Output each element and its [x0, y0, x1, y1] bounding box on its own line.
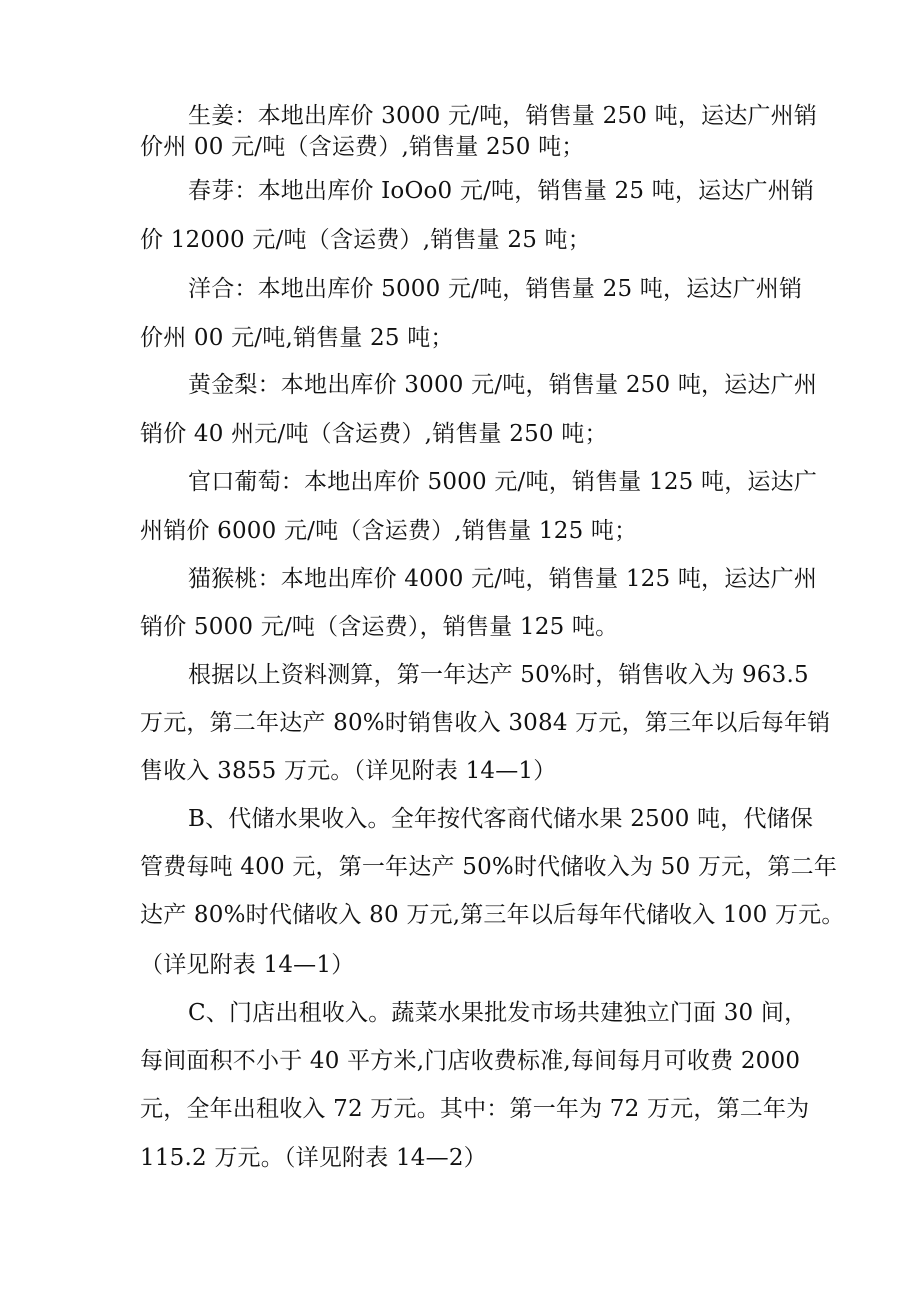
text-line: 猫猴桃：本地出库价 4000 元/吨，销售量 125 吨，运达广州: [188, 566, 818, 592]
text-line: 根据以上资料测算，第一年达产 50%时，销售收入为 963.5: [188, 662, 809, 688]
text-line: 黄金梨：本地出库价 3000 元/吨，销售量 250 吨，运达广州: [188, 372, 818, 398]
text-line: 销价 5000 元/吨（含运费），销售量 125 吨。: [140, 614, 619, 640]
text-line: 管费每吨 400 元，第一年达产 50%时代储收入为 50 万元，第二年: [140, 854, 838, 880]
text-line: 官口葡萄：本地出库价 5000 元/吨，销售量 125 吨，运达广: [188, 469, 818, 495]
text-line: 万元，第二年达产 80%时销售收入 3084 万元，第三年以后每年销: [140, 710, 831, 736]
text-line: 每间面积不小于 40 平方米,门店收费标准,每间每月可收费 2000: [140, 1048, 801, 1074]
text-line: B、代储水果收入。全年按代客商代储水果 2500 吨，代储保: [188, 806, 814, 832]
text-line: 生姜：本地出库价 3000 元/吨，销售量 250 吨，运达广州销: [188, 103, 818, 129]
text-line: 销价 40 州元/吨（含运费）,销售量 250 吨；: [140, 421, 608, 447]
text-line: C、门店出租收入。蔬菜水果批发市场共建独立门面 30 间，: [188, 1000, 808, 1026]
text-line: （详见附表 14—1）: [140, 952, 355, 978]
text-line: 春芽：本地出库价 IoOo0 元/吨，销售量 25 吨，运达广州销: [188, 178, 815, 204]
text-line: 洋合：本地出库价 5000 元/吨，销售量 25 吨，运达广州销: [188, 276, 803, 302]
text-line: 州销价 6000 元/吨（含运费）,销售量 125 吨；: [140, 518, 638, 544]
text-line: 元，全年出租收入 72 万元。其中：第一年为 72 万元，第二年为: [140, 1096, 810, 1122]
text-line: 价 12000 元/吨（含运费）,销售量 25 吨；: [140, 227, 591, 253]
text-line: 达产 80%时代储收入 80 万元,第三年以后每年代储收入 100 万元。: [140, 902, 845, 928]
text-line: 价州 00 元/吨（含运费）,销售量 250 吨；: [140, 134, 585, 160]
text-line: 售收入 3855 万元。（详见附表 14—1）: [140, 758, 557, 784]
text-line: 价州 00 元/吨,销售量 25 吨；: [140, 325, 454, 351]
text-line: 115.2 万元。（详见附表 14—2）: [140, 1145, 487, 1171]
